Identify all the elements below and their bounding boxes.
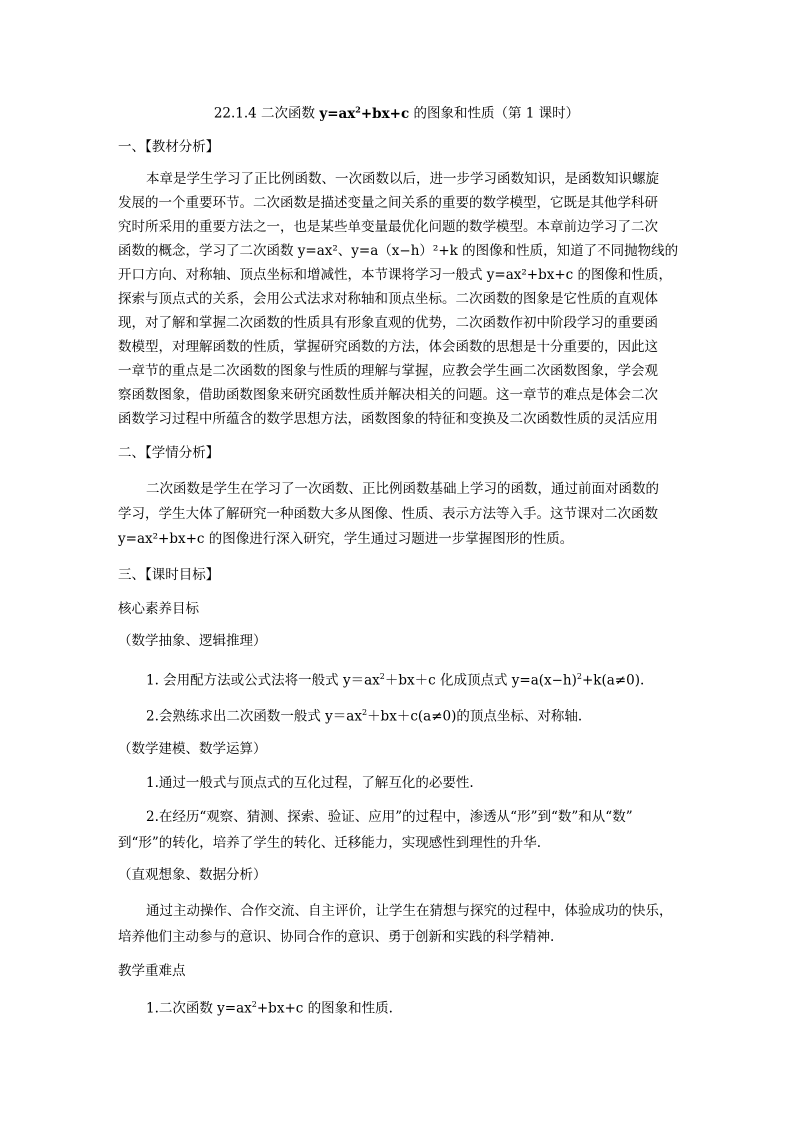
core-goal-label: 核心素养目标 bbox=[118, 601, 199, 617]
section1-line: 函数学习过程中所蕴含的数学思想方法，函数图象的特征和变换及二次函数性质的灵活应用 bbox=[118, 411, 658, 427]
section1-line: 探索与顶点式的关系，会用公式法求对称轴和顶点坐标。二次函数的图象是它性质的直观体 bbox=[118, 291, 658, 307]
section2-line: y=ax²+bx+c 的图像进行深入研究，学生通过习题进一步掌握图形的性质。 bbox=[118, 531, 574, 547]
goal-item-text: 1. 会用配方法或公式法将一般式 y＝ax bbox=[146, 672, 380, 689]
goal-item bbox=[146, 668, 644, 690]
goal-item-sup: 2 bbox=[361, 708, 368, 717]
goal-item-continued: 培养他们主动参与的意识、协同合作的意识、勇于创新和实践的科学精神. bbox=[118, 929, 555, 945]
section1-line: 函数的概念，学习了二次函数 y=ax²、y=a（x−h）²+k 的图像和性质，知道了不同抛物线的 bbox=[118, 243, 679, 259]
title-formula-sup: 2 bbox=[355, 104, 361, 114]
goal-item-continued: 到“形”的转化，培养了学生的转化、迁移能力，实现感性到理性的升华. bbox=[118, 835, 542, 851]
key-point-text: 1.二次函数 y=ax bbox=[146, 1000, 252, 1017]
section1-line: 开口方向、对称轴、顶点坐标和增减性，本节课将学习一般式 y=ax²+bx+c 的图像和性质， bbox=[118, 267, 673, 283]
title-prefix: 22.1.4 二次函数 bbox=[213, 105, 320, 122]
key-points-label: 教学重难点 bbox=[118, 963, 186, 979]
section1-line: 现，对了解和掌握二次函数的性质具有形象直观的优势，二次函数作初中阶段学习的重要函 bbox=[118, 315, 658, 331]
goal-item bbox=[146, 704, 582, 726]
goal-item: 2.在经历“观察、猜测、探索、验证、应用”的过程中，渗透从“形”到“数”和从“数” bbox=[146, 809, 633, 825]
goal-group-label: （数学建模、数学运算） bbox=[118, 741, 267, 757]
goal-item: 通过主动操作、合作交流、自主评价，让学生在猜想与探究的过程中，体验成功的快乐， bbox=[146, 903, 673, 919]
goal-item-text: ＋bx＋c 化成顶点式 y=a(x−h) bbox=[384, 672, 577, 689]
goal-group-label: （直观想象、数据分析） bbox=[118, 867, 267, 883]
goal-item-sup: 2 bbox=[576, 672, 582, 681]
section1-line: 本章是学生学习了正比例函数、一次函数以后，进一步学习函数知识，是函数知识螺旋 bbox=[146, 171, 659, 187]
section1-heading: 一、【教材分析】 bbox=[118, 139, 220, 155]
section2-heading: 二、【学情分析】 bbox=[118, 445, 220, 461]
key-point-item bbox=[146, 996, 393, 1018]
doc-title bbox=[0, 100, 793, 123]
goal-item-text: ＋bx＋c(a≠0)的顶点坐标、对称轴. bbox=[367, 708, 583, 725]
goal-group-label: （数学抽象、逻辑推理） bbox=[118, 633, 267, 649]
title-formula bbox=[319, 106, 409, 122]
section3-heading: 三、【课时目标】 bbox=[118, 567, 220, 583]
section1-line: 究时所采用的重要方法之一，也是某些单变量最优化问题的数学模型。本章前边学习了二次 bbox=[118, 219, 658, 235]
title-formula-b: +bx+c bbox=[360, 105, 410, 122]
key-point-sup: 2 bbox=[251, 1000, 257, 1009]
title-formula-a: y=ax bbox=[319, 105, 356, 122]
section1-line: 数模型，对理解函数的性质，掌握研究函数的方法，体会函数的思想是十分重要的，因此这 bbox=[118, 339, 658, 355]
key-point-text: +bx+c 的图象和性质. bbox=[256, 1000, 393, 1017]
section1-line: 发展的一个重要环节。二次函数是描述变量之间关系的重要的数学模型，它既是其他学科研 bbox=[118, 195, 658, 211]
title-suffix: 的图象和性质（第 1 课时） bbox=[409, 105, 580, 122]
section1-line: 察函数图象，借助函数图象来研究函数性质并解决相关的问题。这一章节的难点是体会二次 bbox=[118, 387, 658, 403]
section2-line: 学习，学生大体了解研究一种函数大多从图像、性质、表示方法等入手。这节课对二次函数 bbox=[118, 506, 658, 522]
goal-item-text: +k(a≠0). bbox=[582, 672, 645, 689]
goal-item: 1.通过一般式与顶点式的互化过程，了解互化的必要性. bbox=[146, 775, 474, 791]
goal-item-sup: 2 bbox=[379, 672, 385, 681]
section2-line: 二次函数是学生在学习了一次函数、正比例函数基础上学习的函数，通过前面对函数的 bbox=[146, 481, 659, 497]
section1-line: 一章节的重点是二次函数的图象与性质的理解与掌握，应教会学生画二次函数图象，学会观 bbox=[118, 363, 658, 379]
goal-item-text: 2.会熟练求出二次函数一般式 y＝ax bbox=[146, 708, 362, 725]
